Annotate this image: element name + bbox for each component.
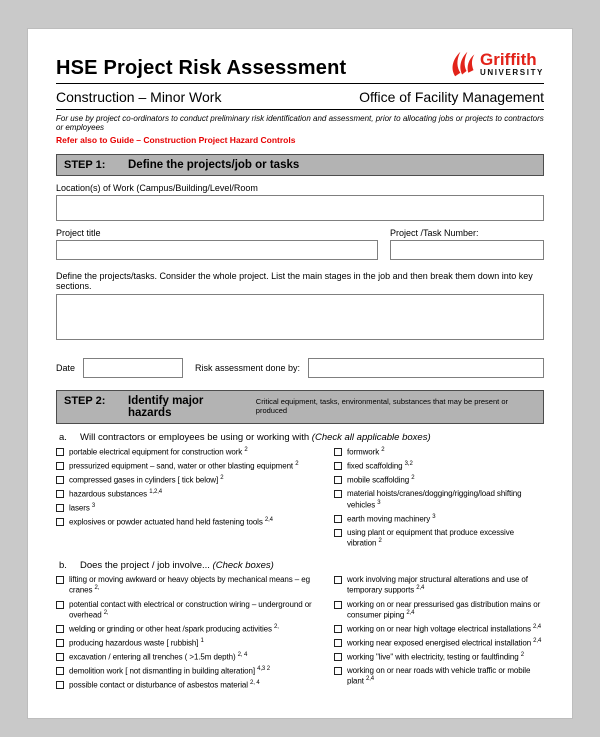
checklist-item bbox=[334, 489, 544, 510]
section-a-prefix: a. bbox=[59, 432, 67, 443]
location-label: Location(s) of Work (Campus/Building/Level/Room bbox=[56, 183, 258, 193]
checkbox[interactable] bbox=[56, 476, 64, 484]
checklist-item-label: work involving major structural alterations and use of temporary supports $^{2,4}$ bbox=[347, 575, 528, 596]
checklist-item bbox=[56, 503, 328, 514]
checkbox[interactable] bbox=[334, 476, 342, 484]
checklist-item bbox=[334, 638, 544, 649]
date-input[interactable] bbox=[83, 358, 183, 378]
checklist-item-label: welding or grinding or other heat /spark producing activities $^{2,}$ bbox=[69, 623, 279, 634]
checklist-item bbox=[334, 652, 544, 663]
document-header bbox=[56, 49, 544, 84]
griffith-logo bbox=[449, 49, 544, 80]
section-b-checklist bbox=[56, 575, 544, 694]
checkbox[interactable] bbox=[56, 601, 64, 609]
checklist-item-label: working on or near roads with vehicle traffic or mobile plant $^{2,4}$ bbox=[347, 666, 531, 687]
checklist-item bbox=[56, 447, 328, 458]
office-name: Office of Facility Management bbox=[359, 89, 544, 105]
checkbox[interactable] bbox=[334, 639, 342, 647]
assessor-input[interactable] bbox=[308, 358, 544, 378]
checklist-item bbox=[334, 600, 544, 621]
checklist-item bbox=[334, 447, 544, 458]
date-label: Date bbox=[56, 363, 76, 373]
section-a-column-right bbox=[334, 447, 544, 552]
step2-label: STEP 2: bbox=[64, 395, 106, 407]
intro-text: For use by project co-ordinators to conduct preliminary risk identification and assessment, prior to allocating jobs or projects to contractors or employees bbox=[56, 114, 544, 132]
section-a-question-note: (Check all applicable boxes) bbox=[311, 432, 431, 443]
checklist-item-label: earth moving machinery $^3$ bbox=[347, 513, 436, 524]
form-document bbox=[27, 28, 573, 719]
checkbox[interactable] bbox=[56, 667, 64, 675]
step2-bar bbox=[56, 390, 544, 424]
project-row bbox=[56, 221, 544, 260]
section-a-heading bbox=[56, 432, 544, 443]
checkbox[interactable] bbox=[56, 576, 64, 584]
checklist-item-label: lifting or moving awkward or heavy objects by mechanical means – eg cranes $^{2,}$ bbox=[69, 575, 310, 596]
checklist-item-label: demolition work [ not dismantling in building alteration] $^{4,3 2}$ bbox=[69, 666, 270, 676]
checklist-item-label: working "live" with electricity, testing or faultfinding $^2$ bbox=[347, 652, 524, 662]
checklist-item bbox=[334, 528, 544, 549]
checkbox[interactable] bbox=[334, 576, 342, 584]
checklist-item-label: potential contact with electrical or construction wiring – underground or overhead $^{2,}$ bbox=[69, 599, 312, 620]
checklist-item bbox=[56, 638, 328, 649]
checkbox[interactable] bbox=[334, 448, 342, 456]
checkbox[interactable] bbox=[334, 529, 342, 537]
location-input[interactable] bbox=[56, 195, 544, 221]
checklist-item bbox=[56, 475, 328, 486]
section-b-column-right bbox=[334, 575, 544, 690]
step1-bar bbox=[56, 154, 544, 176]
project-number-field bbox=[390, 221, 544, 260]
griffith-flame-icon bbox=[449, 49, 477, 79]
checklist-item bbox=[334, 666, 544, 687]
checkbox[interactable] bbox=[334, 625, 342, 633]
section-a-column-left bbox=[56, 447, 328, 531]
checkbox[interactable] bbox=[56, 462, 64, 470]
checklist-item-label: portable electrical equipment for construction work $^2$ bbox=[69, 447, 248, 457]
checklist-item-label: pressurized equipment – sand, water or other blasting equipment $^2$ bbox=[69, 461, 299, 471]
project-title-input[interactable] bbox=[56, 240, 378, 260]
checkbox[interactable] bbox=[334, 462, 342, 470]
checklist-item bbox=[56, 517, 328, 528]
checklist-item-label: hazardous substances $^{1,2,4}$ bbox=[69, 489, 163, 499]
logo-sub: UNIVERSITY bbox=[479, 68, 544, 77]
checklist-item-label: lasers $^3$ bbox=[69, 503, 96, 513]
checkbox[interactable] bbox=[334, 601, 342, 609]
project-title-field bbox=[56, 221, 378, 260]
checkbox[interactable] bbox=[334, 667, 342, 675]
section-b-prefix: b. bbox=[59, 560, 67, 572]
checklist-item bbox=[334, 575, 544, 596]
checklist-item bbox=[56, 489, 328, 500]
checklist-item-label: compressed gases in cylinders [ tick below] $^2$ bbox=[69, 475, 224, 485]
checklist-item bbox=[334, 461, 544, 472]
page-title: HSE Project Risk Assessment bbox=[56, 57, 347, 79]
refer-note: Refer also to Guide – Construction Project Hazard Controls bbox=[56, 135, 296, 145]
checkbox[interactable] bbox=[334, 490, 342, 498]
checklist-item bbox=[56, 575, 328, 596]
project-number-input[interactable] bbox=[390, 240, 544, 260]
checklist-item-label: material hoists/cranes/dogging/rigging/load shifting vehicles $^3$ bbox=[347, 489, 522, 510]
checkbox[interactable] bbox=[56, 448, 64, 456]
checklist-item-label: excavation / entering all trenches ( >1.5m depth) $^{2, 4}$ bbox=[69, 652, 248, 662]
checklist-item-label: formwork $^2$ bbox=[347, 447, 385, 457]
step1-label: STEP 1: bbox=[64, 159, 106, 171]
done-by-label: Risk assessment done by: bbox=[195, 363, 301, 373]
checkbox[interactable] bbox=[56, 518, 64, 526]
logo-text bbox=[480, 51, 544, 77]
checkbox[interactable] bbox=[56, 504, 64, 512]
project-stages-textarea[interactable] bbox=[56, 294, 544, 340]
checkbox[interactable] bbox=[56, 681, 64, 689]
checklist-item-label: explosives or powder actuated hand held fastening tools $^{2,4}$ bbox=[69, 517, 273, 527]
checkbox[interactable] bbox=[56, 490, 64, 498]
checklist-item bbox=[56, 652, 328, 663]
checklist-item bbox=[334, 475, 544, 486]
checklist-item bbox=[56, 680, 328, 691]
checklist-item bbox=[334, 624, 544, 635]
step2-note: Critical equipment, tasks, environmental, substances that may be present or produced bbox=[255, 397, 508, 415]
checklist-item-label: working on or near high voltage electrical installations $^{2,4}$ bbox=[347, 623, 542, 634]
logo-name: Griffith bbox=[479, 50, 537, 69]
step2-title: Identify major hazards bbox=[128, 395, 204, 419]
checklist-item bbox=[56, 461, 328, 472]
checkbox[interactable] bbox=[334, 653, 342, 661]
checklist-item bbox=[56, 624, 328, 635]
checkbox[interactable] bbox=[334, 515, 342, 523]
section-b-heading bbox=[56, 560, 544, 571]
checklist-item-label: mobile scaffolding $^2$ bbox=[347, 475, 415, 485]
subheader bbox=[56, 84, 544, 110]
section-a-question: Will contractors or employees be using or working with bbox=[80, 432, 312, 443]
document-subtitle: Construction – Minor Work bbox=[56, 89, 222, 105]
checklist-item-label: working near exposed energised electrical installation $^{2,4}$ bbox=[347, 637, 542, 648]
checklist-item-label: working on or near pressurised gas distribution mains or consumer piping $^{2,4}$ bbox=[347, 599, 541, 620]
checkbox[interactable] bbox=[56, 625, 64, 633]
checklist-item-label: using plant or equipment that produce excessive vibration $^2$ bbox=[347, 527, 514, 548]
checklist-item-label: producing hazardous waste [ rubbish] $^1$ bbox=[69, 637, 204, 648]
checklist-item bbox=[334, 514, 544, 525]
step1-title: Define the projects/job or tasks bbox=[128, 159, 300, 171]
project-title-label: Project title bbox=[56, 228, 101, 238]
section-b-question-note: (Check boxes) bbox=[212, 560, 274, 572]
checkbox[interactable] bbox=[56, 653, 64, 661]
checklist-item-label: fixed scaffolding $^{3,2}$ bbox=[347, 461, 413, 471]
checklist-item bbox=[56, 666, 328, 677]
section-b-question: Does the project / job involve... bbox=[80, 560, 213, 572]
section-a-checklist bbox=[56, 447, 544, 552]
checklist-item-label: possible contact or disturbance of asbestos material $^{2, 4}$ bbox=[69, 680, 260, 690]
project-number-label: Project /Task Number: bbox=[390, 228, 479, 238]
define-instruction: Define the projects/tasks. Consider the whole project. List the main stages in the job and then break them down into key sections. bbox=[56, 271, 533, 291]
date-row bbox=[56, 358, 544, 378]
checkbox[interactable] bbox=[56, 639, 64, 647]
checklist-item bbox=[56, 600, 328, 621]
section-b-column-left bbox=[56, 575, 328, 694]
